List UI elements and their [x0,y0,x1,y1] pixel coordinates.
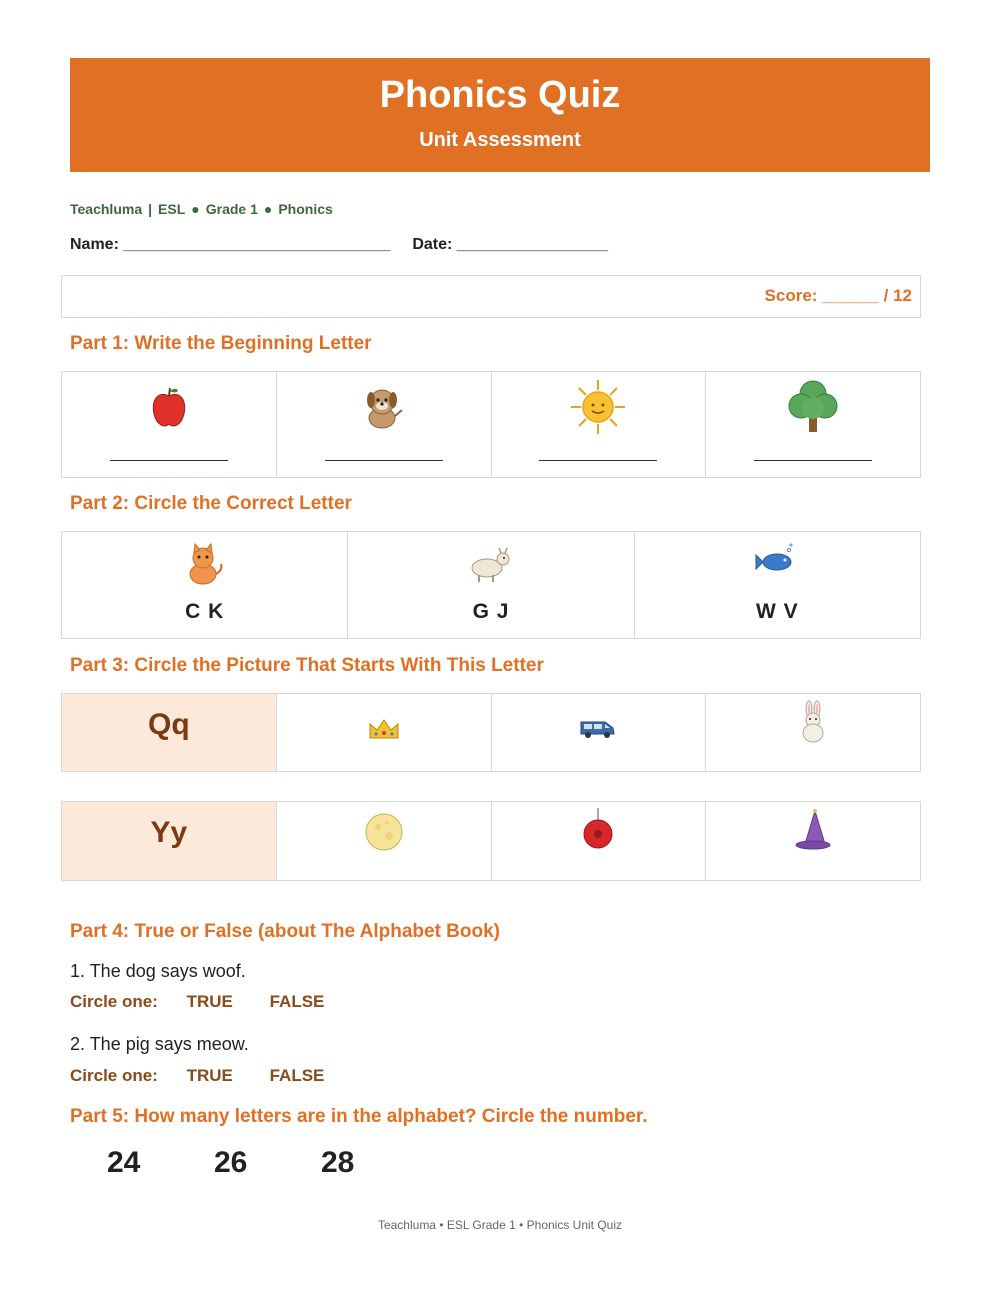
tf-question: 2. The pig says meow. [70,1034,249,1054]
meta-line: Teachluma | ESL ● Grade 1 ● Phonics [70,201,333,217]
letter-choices[interactable]: W V [755,600,799,623]
picture-choice[interactable] [492,802,707,880]
answer-line[interactable] [110,460,228,461]
page-subtitle: Unit Assessment [419,129,581,151]
cat-icon [185,542,225,586]
goat-icon [469,546,513,584]
answer-line[interactable] [539,460,657,461]
tf-question: 1. The dog says woof. [70,961,246,981]
part1-item [492,372,707,477]
score-field[interactable]: Score: ______ / 12 [764,286,912,305]
part4-heading: Part 4: True or False (about The Alphabet Book) [70,921,501,942]
number-option[interactable]: 26 [214,1146,248,1179]
picture-choice[interactable] [706,694,920,771]
answer-line[interactable] [325,460,443,461]
part5-heading: Part 5: How many letters are in the alphabet? Circle the number. [70,1106,648,1127]
false-option[interactable]: FALSE [269,1066,325,1085]
picture-choice[interactable] [706,802,920,880]
van-icon [579,718,617,740]
part3-heading: Part 3: Circle the Picture That Starts With This Letter [70,655,544,676]
date-field[interactable]: Date: _________________ [412,236,609,253]
true-option[interactable]: TRUE [186,1066,233,1085]
rabbit-icon [798,700,828,744]
circle-one-label: Circle one: [70,992,158,1011]
part1-grid [61,371,921,478]
part2-grid [61,531,921,639]
part2-item [635,532,920,638]
brand-name: Teachluma [70,201,143,217]
part2-item [62,532,348,638]
tf-choices [70,992,324,1012]
meta-grade: Grade 1 [205,201,258,217]
meta-topic: Phonics [278,201,333,217]
student-fields [70,236,608,254]
picture-choice[interactable] [277,694,492,771]
letter-choices[interactable]: G J [472,600,510,623]
target-letter-cell [62,802,277,880]
tf-choices [70,1066,324,1086]
yoyo-icon [581,806,615,850]
apple-icon [149,386,189,430]
score-box [61,275,921,318]
page-title: Phonics Quiz [379,74,621,116]
letter-choices[interactable]: C K [185,600,225,623]
sun-icon [569,378,627,436]
part1-heading: Part 1: Write the Beginning Letter [70,333,372,354]
number-options [107,1146,428,1180]
crown-icon [367,716,401,742]
part3-row-y [61,801,921,881]
false-option[interactable]: FALSE [269,992,325,1011]
number-option[interactable]: 28 [321,1146,355,1179]
part1-item [62,372,277,477]
fish-icon [755,542,799,576]
target-letter: Yy [150,816,188,849]
meta-subject: ESL [158,201,186,217]
tree-icon [787,378,839,434]
target-letter: Qq [148,708,190,741]
part2-heading: Part 2: Circle the Correct Letter [70,493,352,514]
answer-line[interactable] [754,460,872,461]
hat-icon [794,808,832,852]
header-banner [70,58,930,172]
picture-choice[interactable] [492,694,707,771]
page-footer: Teachluma • ESL Grade 1 • Phonics Unit Quiz [377,1218,623,1232]
true-option[interactable]: TRUE [186,992,233,1011]
moon-icon [364,812,404,852]
dog-icon [362,384,406,430]
part3-row-q [61,693,921,772]
part2-item [348,532,634,638]
target-letter-cell [62,694,277,771]
circle-one-label: Circle one: [70,1066,158,1085]
picture-choice[interactable] [277,802,492,880]
part1-item [277,372,492,477]
number-option[interactable]: 24 [107,1146,141,1179]
part1-item [706,372,920,477]
name-field[interactable]: Name: ______________________________ [70,236,391,253]
